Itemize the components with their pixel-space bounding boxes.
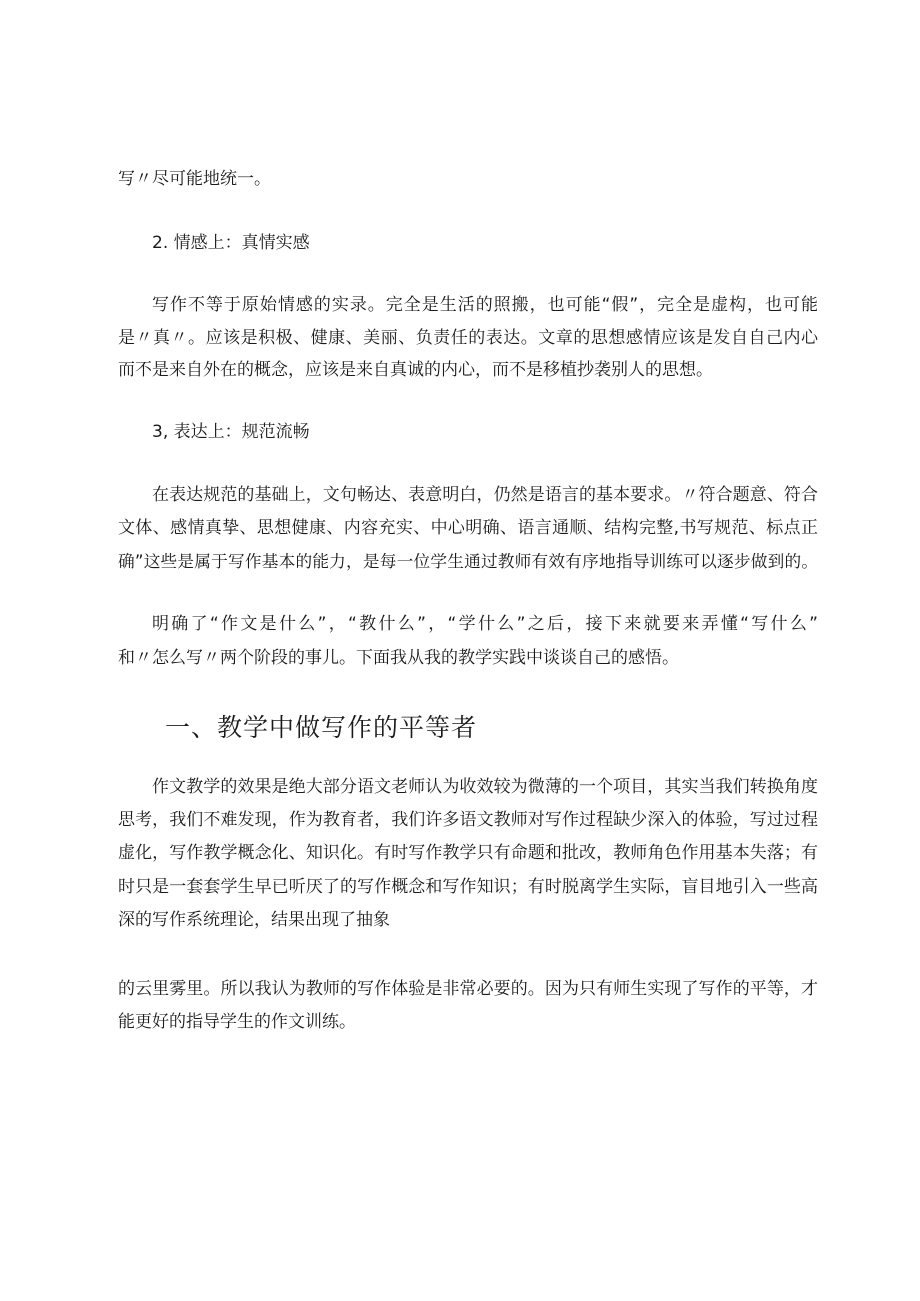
section-heading-expression: 3, 表达上：规范流畅 <box>152 422 310 442</box>
text-line: 思考，我们不难发现，作为教育者，我们许多语文教师对写作过程缺少深入的体验，写过过程 <box>118 810 818 830</box>
text-line: 的云里雾里。所以我认为教师的写作体验是非常必要的。因为只有师生实现了写作的平等，才 <box>118 979 818 999</box>
text-line: 明确了“作文是什么”，“教什么”，“学什么”之后，接下来就要来弄懂“写什么” <box>152 614 818 634</box>
text-line: 能更好的指导学生的作文训练。 <box>118 1012 356 1032</box>
main-heading: 一、教学中做写作的平等者 <box>165 713 478 742</box>
text-line: 虚化，写作教学概念化、知识化。有时写作教学只有命题和批改，教师角色作用基本失落；有 <box>118 843 818 863</box>
text-line: 时只是一套套学生早已听厌了的写作概念和写作知识；有时脱离学生实际，盲目地引入一些高 <box>118 877 818 897</box>
text-line: 写〃尽可能地统一。 <box>118 169 271 189</box>
text-line: 深的写作系统理论，结果出现了抽象 <box>118 910 390 930</box>
text-line: 在表达规范的基础上，文句畅达、表意明白，仍然是语言的基本要求。〃符合题意、符合 <box>152 485 818 505</box>
text-line: 是〃真〃。应该是积极、健康、美丽、负责任的表达。文章的思想感情应该是发自自己内心 <box>118 328 818 348</box>
text-line: 确”这些是属于写作基本的能力，是每一位学生通过教师有效有序地指导训练可以逐步做到的。 <box>118 552 818 571</box>
text-line: 文体、感情真挚、思想健康、内容充实、中心明确、语言通顺、结构完整,书写规范、标点正 <box>118 518 818 538</box>
text-line: 作文教学的效果是绝大部分语文老师认为收效较为微薄的一个项目，其实当我们转换角度 <box>152 777 818 797</box>
text-line: 而不是来自外在的概念，应该是来自真诚的内心，而不是移植抄袭别人的思想。 <box>118 360 713 380</box>
text-line: 写作不等于原始情感的实录。完全是生活的照搬，也可能“假”，完全是虚构，也可能 <box>152 295 818 315</box>
section-heading-emotion: 2. 情感上：真情实感 <box>152 233 310 253</box>
text-line: 和〃怎么写〃两个阶段的事儿。下面我从我的教学实践中谈谈自己的感悟。 <box>118 648 679 668</box>
